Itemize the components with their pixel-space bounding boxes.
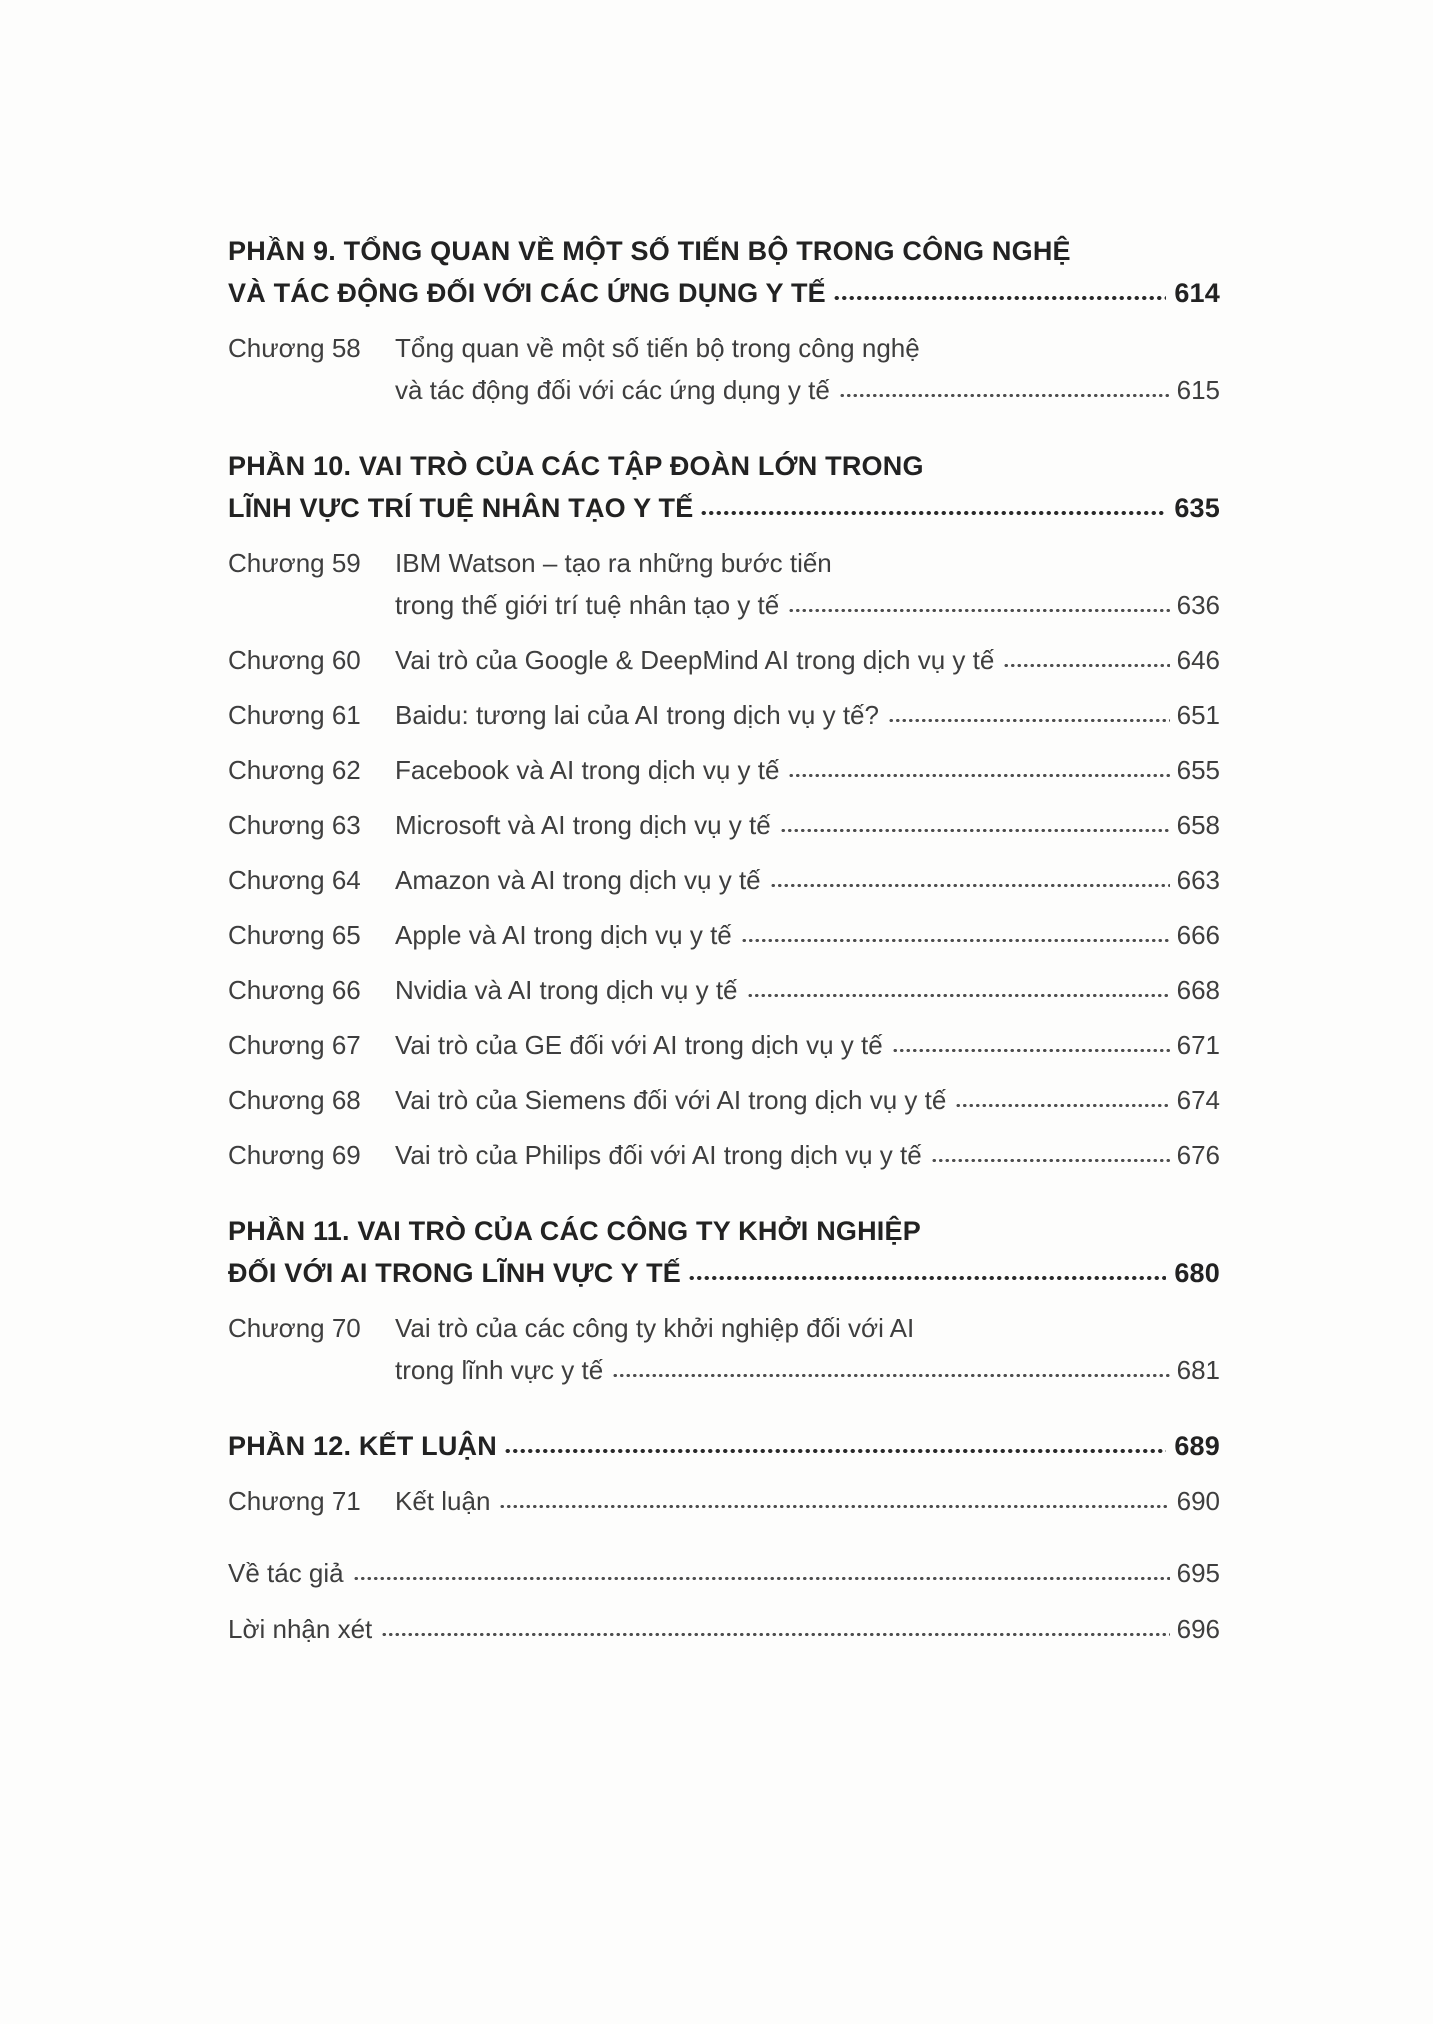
dot-leader — [688, 1275, 1166, 1282]
chapter-title: Facebook và AI trong dịch vụ y tế — [395, 755, 780, 785]
dot-leader — [770, 883, 1170, 889]
chapter-row — [228, 639, 1220, 681]
chapter-row — [228, 859, 1220, 901]
backmatter-row — [228, 1552, 1220, 1594]
part-title-row — [228, 1425, 1220, 1467]
chapter-label: Chương 68 — [228, 1085, 361, 1115]
page-number: 680 — [1174, 1258, 1220, 1288]
chapter-title: Vai trò của Philips đối với AI trong dịch vụ y tế — [395, 1140, 922, 1170]
page-number: 614 — [1174, 278, 1220, 308]
chapter-continuation-row — [228, 1349, 1220, 1391]
page-number: 646 — [1176, 645, 1220, 675]
part-title-line1: PHẦN 10. VAI TRÒ CỦA CÁC TẬP ĐOÀN LỚN TRONG — [228, 451, 924, 481]
dot-leader — [892, 1048, 1170, 1054]
page-number: 635 — [1174, 493, 1220, 523]
dot-leader — [612, 1373, 1169, 1379]
toc-chapter-68 — [228, 1079, 1220, 1121]
chapter-title-line2: trong thế giới trí tuệ nhân tạo y tế — [395, 590, 780, 620]
dot-leader — [504, 1448, 1166, 1455]
chapter-row — [228, 969, 1220, 1011]
chapter-title-line1: Vai trò của các công ty khởi nghiệp đối với AI — [395, 1313, 915, 1343]
chapter-row — [228, 749, 1220, 791]
dot-leader — [788, 608, 1169, 614]
chapter-label: Chương 62 — [228, 755, 361, 785]
toc-part-12 — [228, 1425, 1220, 1467]
chapter-label: Chương 58 — [228, 333, 361, 363]
part-title-line1: PHẦN 11. VAI TRÒ CỦA CÁC CÔNG TY KHỞI NGHIỆP — [228, 1216, 921, 1246]
chapter-row — [228, 1134, 1220, 1176]
chapter-title: Apple và AI trong dịch vụ y tế — [395, 920, 732, 950]
page-number: 674 — [1176, 1085, 1220, 1115]
part-title: PHẦN 12. KẾT LUẬN — [228, 1431, 497, 1461]
dot-leader — [931, 1158, 1170, 1164]
part-title-line2-row — [228, 1252, 1220, 1294]
toc-part-10 — [228, 445, 1220, 529]
toc-chapter-61 — [228, 694, 1220, 736]
toc-chapter-67 — [228, 1024, 1220, 1066]
page-number: 666 — [1176, 920, 1220, 950]
chapter-row — [228, 1024, 1220, 1066]
chapter-row — [228, 1480, 1220, 1522]
chapter-label: Chương 70 — [228, 1313, 361, 1343]
toc-chapter-71 — [228, 1480, 1220, 1522]
toc-chapter-58 — [228, 327, 1220, 411]
dot-leader — [788, 773, 1169, 779]
dot-leader — [955, 1103, 1169, 1109]
page-number: 696 — [1176, 1614, 1220, 1644]
chapter-label: Chương 60 — [228, 645, 361, 675]
toc-reviews — [228, 1608, 1220, 1650]
part-title-line2: VÀ TÁC ĐỘNG ĐỐI VỚI CÁC ỨNG DỤNG Y TẾ — [228, 278, 826, 308]
dot-leader — [381, 1632, 1169, 1638]
backmatter-title: Lời nhận xét — [228, 1614, 373, 1644]
chapter-row — [228, 542, 1220, 584]
chapter-label: Chương 63 — [228, 810, 361, 840]
chapter-continuation-row — [228, 584, 1220, 626]
dot-leader — [888, 718, 1170, 724]
page-number: 658 — [1176, 810, 1220, 840]
toc-chapter-63 — [228, 804, 1220, 846]
chapter-title: Vai trò của Google & DeepMind AI trong dịch vụ y tế — [395, 645, 995, 675]
page-number: 615 — [1176, 375, 1220, 405]
page-number: 651 — [1176, 700, 1220, 730]
chapter-title: Amazon và AI trong dịch vụ y tế — [395, 865, 761, 895]
toc-part-9 — [228, 230, 1220, 314]
page-number: 681 — [1176, 1355, 1220, 1385]
chapter-row — [228, 327, 1220, 369]
dot-leader — [747, 993, 1170, 999]
dot-leader — [1003, 663, 1169, 669]
part-title-line2: LĨNH VỰC TRÍ TUỆ NHÂN TẠO Y TẾ — [228, 493, 694, 523]
page-number: 689 — [1174, 1431, 1220, 1461]
dot-leader — [780, 828, 1170, 834]
chapter-label: Chương 59 — [228, 548, 361, 578]
backmatter-title: Về tác giả — [228, 1558, 344, 1588]
chapter-title: Vai trò của GE đối với AI trong dịch vụ y tế — [395, 1030, 883, 1060]
page-number: 676 — [1176, 1140, 1220, 1170]
chapter-title-line1: IBM Watson – tạo ra những bước tiến — [395, 548, 832, 578]
toc-chapter-69 — [228, 1134, 1220, 1176]
chapter-continuation-row — [228, 369, 1220, 411]
dot-leader — [700, 510, 1166, 517]
backmatter-row — [228, 1608, 1220, 1650]
chapter-row — [228, 694, 1220, 736]
chapter-label: Chương 65 — [228, 920, 361, 950]
chapter-row — [228, 1079, 1220, 1121]
table-of-contents — [228, 230, 1220, 1650]
part-title-line2: ĐỐI VỚI AI TRONG LĨNH VỰC Y TẾ — [228, 1258, 681, 1288]
chapter-label: Chương 67 — [228, 1030, 361, 1060]
toc-chapter-66 — [228, 969, 1220, 1011]
chapter-title: Vai trò của Siemens đối với AI trong dịch vụ y tế — [395, 1085, 947, 1115]
chapter-label: Chương 69 — [228, 1140, 361, 1170]
part-title-line2-row — [228, 487, 1220, 529]
dot-leader — [741, 938, 1170, 944]
dot-leader — [833, 295, 1166, 302]
chapter-title-line2: và tác động đối với các ứng dụng y tế — [395, 375, 830, 405]
page-number: 636 — [1176, 590, 1220, 620]
chapter-label: Chương 71 — [228, 1486, 361, 1516]
toc-about-author — [228, 1552, 1220, 1594]
toc-part-11 — [228, 1210, 1220, 1294]
part-title-line2-row — [228, 272, 1220, 314]
page-number: 668 — [1176, 975, 1220, 1005]
toc-chapter-70 — [228, 1307, 1220, 1391]
chapter-title: Kết luận — [395, 1486, 491, 1516]
chapter-row — [228, 914, 1220, 956]
dot-leader — [353, 1576, 1170, 1582]
dot-leader — [839, 393, 1170, 399]
toc-chapter-60 — [228, 639, 1220, 681]
page-number: 663 — [1176, 865, 1220, 895]
toc-chapter-65 — [228, 914, 1220, 956]
chapter-label: Chương 64 — [228, 865, 361, 895]
page-number: 690 — [1176, 1486, 1220, 1516]
chapter-title-line2: trong lĩnh vực y tế — [395, 1355, 604, 1385]
toc-chapter-62 — [228, 749, 1220, 791]
chapter-title: Baidu: tương lai của AI trong dịch vụ y tế? — [395, 700, 879, 730]
page-number: 655 — [1176, 755, 1220, 785]
chapter-row — [228, 1307, 1220, 1349]
chapter-title: Nvidia và AI trong dịch vụ y tế — [395, 975, 738, 1005]
part-title-line1: PHẦN 9. TỔNG QUAN VỀ MỘT SỐ TIẾN BỘ TRONG CÔNG NGHỆ — [228, 236, 1071, 266]
chapter-row — [228, 804, 1220, 846]
page-number: 695 — [1176, 1558, 1220, 1588]
chapter-title: Microsoft và AI trong dịch vụ y tế — [395, 810, 771, 840]
dot-leader — [499, 1504, 1169, 1510]
page-number: 671 — [1176, 1030, 1220, 1060]
toc-chapter-59 — [228, 542, 1220, 626]
chapter-label: Chương 61 — [228, 700, 361, 730]
toc-chapter-64 — [228, 859, 1220, 901]
chapter-title-line1: Tổng quan về một số tiến bộ trong công nghệ — [395, 333, 920, 363]
chapter-label: Chương 66 — [228, 975, 361, 1005]
